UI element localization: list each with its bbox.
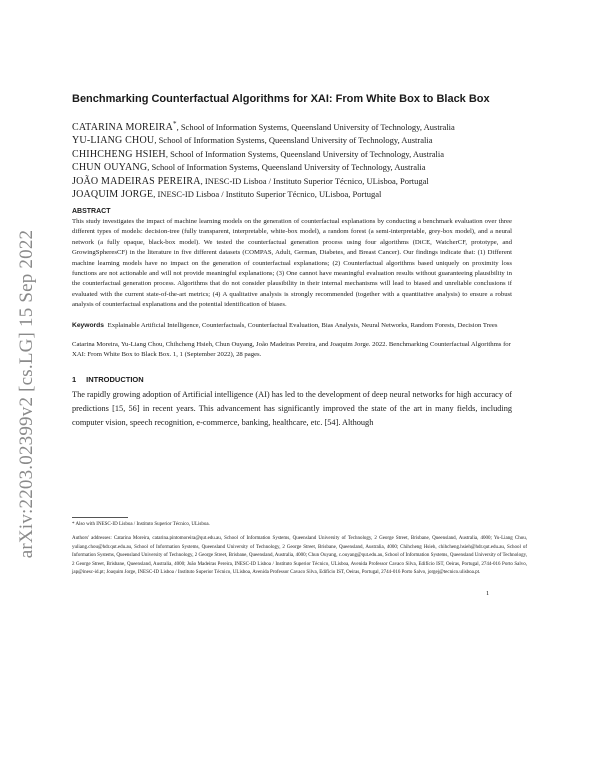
footnotes xyxy=(72,517,527,583)
introduction-paragraph: The rapidly growing adoption of Artificial intelligence (AI) has led to the development of deep neural networks for high accuracy of predictions [15, 56] in recent years. This advancement has significantly improved the state of the art in many fields, including computer vision, speech recognition, e-commerce, banking, healthcare, etc. [54]. Although xyxy=(72,389,512,427)
section-title: INTRODUCTION xyxy=(86,374,144,384)
author-line xyxy=(72,134,512,148)
abstract-text: This study investigates the impact of machine learning models on the generation of counterfactual explanations by conducting a benchmark evaluation over three different types of models: decision-tree (fully transparent, interpretable, white-box model), a random forest (a semi-interpretable, grey-box model), and a neural network (a fully opaque, black-box model). We tested the counterfactual generation process using four algorithms (DiCE, WatcherCF, prototype, and GrowingSpheresCF) in the literature in five different datasets (COMPAS, Adult, German, Diabetes, and Breast Cancer). Our findings indicate that: (1) Different machine learning models have no impact on the generation of counterfactual explanations; (2) Counterfactual algorithms based uniquely on proximity loss functions are not actionable and will not provide meaningful explanations; (3) One cannot have meaningful evaluation results without guaranteeing plausibility in the counterfactual generation process. Algorithms that do not consider plausibility in their internal mechanisms will lead to biased and unreliable conclusions if evaluated with the current state-of-the-art metrics; (4) A qualitative analysis is strongly recommended (together with a quantitative analysis) to ensure a robust analysis of counterfactual explanations and the potential identification of biases. xyxy=(72,217,512,309)
author-footnote-mark: * xyxy=(173,119,177,128)
author-name: CHIHCHENG HSIEH xyxy=(72,148,166,160)
author-name: CATARINA MOREIRA xyxy=(72,121,174,133)
author-line xyxy=(72,148,512,162)
arxiv-stamp-text: arXiv:2203.02399v2 [cs.LG] 15 Sep 2022 xyxy=(16,229,37,559)
author-name: YU-LIANG CHOU xyxy=(72,134,155,146)
page-number: 1 xyxy=(486,590,490,597)
author-name: CHUN OUYANG xyxy=(72,162,148,174)
footnote-divider xyxy=(72,517,128,518)
author-affiliation: , INESC-ID Lisboa / Instituto Superior Técnico, ULisboa, Portugal xyxy=(153,189,382,200)
reference-format: Catarina Moreira, Yu-Liang Chou, Chihcheng Hsieh, Chun Ouyang, João Madeiras Pereira, and Joaquim Jorge. 2022. Benchmarking Counterfactual Algorithms for XAI: From White Box to Black Box. 1, 1 (September 2022), 28 pages. xyxy=(72,340,511,359)
author-affiliation: , School of Information Systems, Queensland University of Technology, Australia xyxy=(154,134,433,145)
keywords xyxy=(72,321,512,331)
footnote-author-addresses: Authors' addresses: Catarina Moreira, catarina.pintomoreira@qut.edu.au, School of Information Systems, Queensland University of Technology, 2 George Street, Brisbane, Queensland, Australia, 4000; Yu-Liang Chou, yuliang.chou@hdr.qut.edu.au, School of Information Systems, Queensland University of Technology, 2 George Street, Brisbane, Queensland, Australia, 4000; Chihcheng Hsieh, chihcheng.hsieh@hdr.qut.edu.au, School of Information Systems, Queensland University of Technology, 2 George Street, Brisbane, Queensland, Australia, 4000; Chun Ouyang, c.ouyang@qut.edu.au, School of Information Systems, Queensland University of Technology, 2 George Street, Brisbane, Queensland, Australia, 4000; João Madeiras Pereira, INESC-ID Lisboa / Instituto Superior Técnico, ULisboa, Avenida Professor Cavaco Silva, Edifício IST, Oeiras, Portugal, 2744-016 Porto Salvo, jap@inesc-id.pt; Joaquim Jorge, INESC-ID Lisboa / Instituto Superior Técnico, ULisboa, Avenida Professor Cavaco Silva, Edifício IST, Oeiras, Portugal, 2744-016 Porto Salvo, jorgej@tecnico.ulisboa.pt. xyxy=(72,536,527,576)
author-line xyxy=(72,118,512,134)
author-list xyxy=(72,118,512,202)
section-number: 1 xyxy=(72,374,77,384)
paper-first-page xyxy=(72,92,512,430)
author-affiliation: , School of Information Systems, Queensland University of Technology, Australia xyxy=(165,148,445,159)
section-heading xyxy=(72,375,512,384)
author-name: JOÃO MADEIRAS PEREIRA xyxy=(72,175,201,187)
author-line xyxy=(72,188,512,202)
keywords-text: Explainable Artificial Intelligence, Counterfactuals, Counterfactual Evaluation, Bias Analysis, Neural Networks, Random Forests, Decision Trees xyxy=(107,321,498,329)
abstract-heading: ABSTRACT xyxy=(72,207,111,215)
keywords-label: Keywords xyxy=(72,321,104,329)
author-line xyxy=(72,175,512,189)
paper-title: Benchmarking Counterfactual Algorithms for XAI: From White Box to Black Box xyxy=(72,93,490,105)
author-affiliation: , School of Information Systems, Queensland University of Technology, Australia xyxy=(147,162,426,173)
author-affiliation: , School of Information Systems, Queensland University of Technology, Australia xyxy=(176,121,455,132)
author-name: JOAQUIM JORGE xyxy=(72,189,154,201)
author-line xyxy=(72,161,512,175)
author-affiliation: , INESC-ID Lisboa / Instituto Superior Técnico, ULisboa, Portugal xyxy=(200,175,429,186)
footnote-affiliation: * Also with INESC-ID Lisboa / Instituto Superior Técnico, ULisboa. xyxy=(72,522,210,527)
arxiv-identifier-stamp xyxy=(16,208,38,580)
